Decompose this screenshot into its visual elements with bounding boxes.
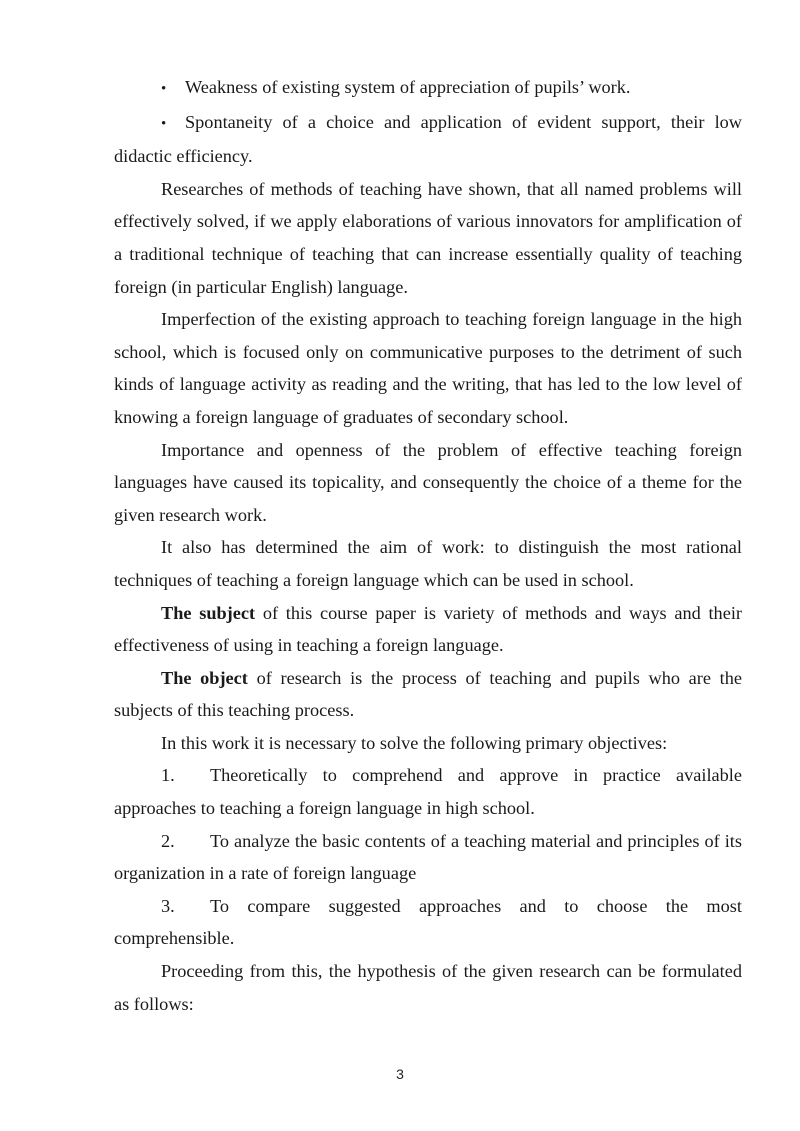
paragraph-hypothesis: Proceeding from this, the hypothesis of the given research can be formulated as follows: [114,961,742,1014]
paragraph-subject [114,597,742,662]
paragraph-objectives-intro: In this work it is necessary to solve the following primary objectives: [161,732,668,753]
bullet-icon: • [161,81,167,97]
paragraph-object [114,662,742,727]
objective-item [114,759,742,824]
object-label: The object [161,667,248,688]
paragraph-researches: Researches of methods of teaching have shown, that all named problems will effectively solved, if we apply elaborations of various innovators for amplification of a traditional technique of teaching that can increase essentially quality of teaching foreign (in particular English) language. [114,178,742,297]
bullet-item [114,71,742,106]
objective-number: 2. [161,830,175,851]
bullet-text: Weakness of existing system of appreciation of pupils’ work. [185,77,631,97]
paragraph-imperfection: Imperfection of the existing approach to teaching foreign language in the high school, which is focused only on communicative purposes to the detriment of such kinds of language activity as reading and the writing, that has led to the low level of knowing a foreign language of graduates of secondary school. [114,309,742,427]
objective-text: To compare suggested approaches and to choose the most comprehensible. [114,895,742,949]
subject-label: The subject [161,602,256,623]
page-number: 3 [396,1066,404,1082]
object-text: of research is the process of teaching and pupils who are the subjects of this teaching process. [114,667,743,721]
objective-text: To analyze the basic contents of a teaching material and principles of its organization in a rate of foreign language [114,830,742,884]
paragraph-aim: It also has determined the aim of work: to distinguish the most rational techniques of teaching a foreign language which can be used in school. [114,537,742,590]
paragraph-importance: Importance and openness of the problem of effective teaching foreign languages have caused its topicality, and consequently the choice of a theme for the given research work. [114,439,742,525]
bullet-text: Spontaneity of a choice and application of evident support, their low didactic efficiency. [114,111,742,167]
document-page [114,71,742,1020]
objective-text: Theoretically to comprehend and approve in practice available approaches to teaching a foreign language in high school. [114,765,742,819]
bullet-icon: • [161,115,167,132]
bullet-item [114,106,742,173]
objective-item [114,825,742,890]
objective-number: 3. [161,895,175,916]
objective-item [114,890,742,955]
objective-number: 1. [161,765,175,786]
subject-text: of this course paper is variety of methods and ways and their effectiveness of using in teaching a foreign language. [114,602,742,656]
